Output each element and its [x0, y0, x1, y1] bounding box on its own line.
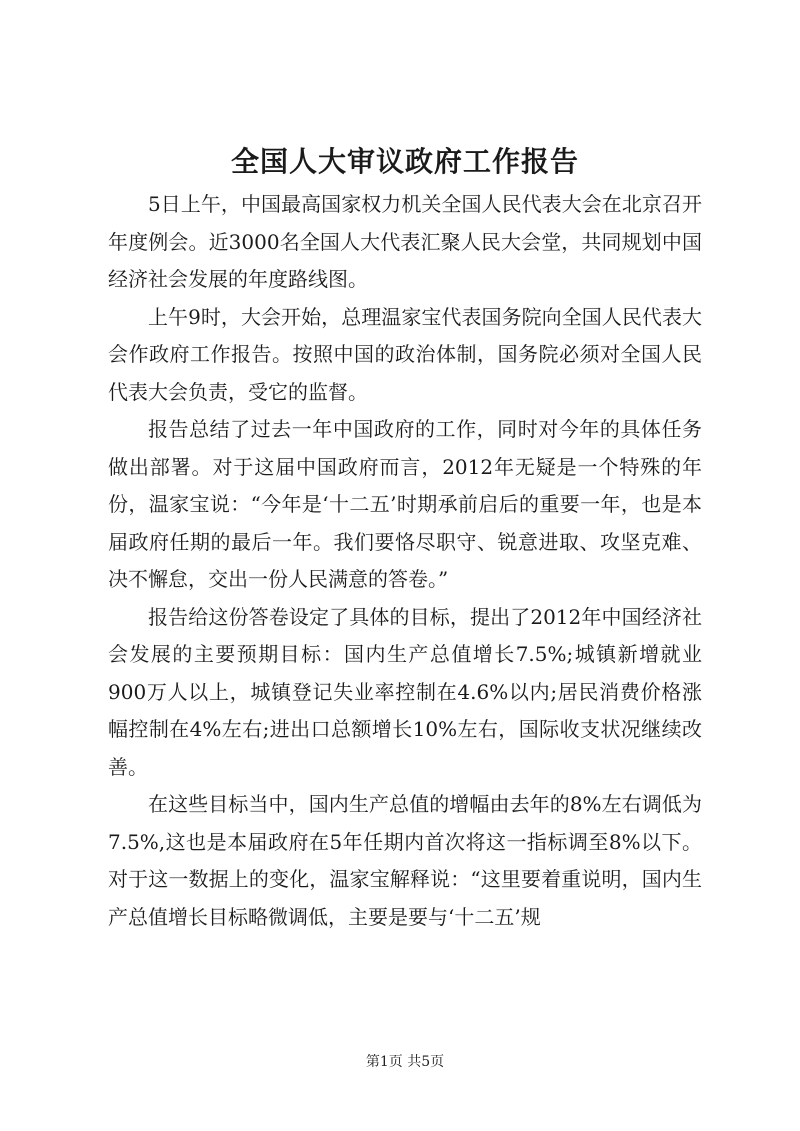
page-number-footer: 第1页 共5页	[365, 1054, 445, 1070]
paragraph-4: 报告给这份答卷设定了具体的目标，提出了2012年中国经济社会发展的主要预期目标：国内生产总值增长7.5%;城镇新增就业900万人以上，城镇登记失业率控制在4.6%以内;居民消费价格涨幅控制在4%左右;进出口总额增长10%左右，国际收支状况继续改善。	[108, 604, 702, 779]
paragraph-5: 在这些目标当中，国内生产总值的增幅由去年的8%左右调低为7.5%,这也是本届政府在5年任期内首次将这一指标调至8%以下。对于这一数据上的变化，温家宝解释说：“这里要着重说明，国内生产总值增长目标略微调低，主要是要与‘十二五’规	[108, 792, 702, 929]
paragraph-2: 上午9时，大会开始，总理温家宝代表国务院向全国人民代表大会作政府工作报告。按照中国的政治体制，国务院必须对全国人民代表大会负责，受它的监督。	[108, 304, 702, 404]
document-body	[108, 186, 702, 936]
paragraph-1: 5日上午，中国最高国家权力机关全国人民代表大会在北京召开年度例会。近3000名全国人大代表汇聚人民大会堂，共同规划中国经济社会发展的年度路线图。	[108, 192, 702, 291]
paragraph-3: 报告总结了过去一年中国政府的工作，同时对今年的具体任务做出部署。对于这届中国政府而言，2012年无疑是一个特殊的年份，温家宝说：“今年是‘十二五’时期承前启后的重要一年，也是本届政府任期的最后一年。我们要恪尽职守、锐意进取、攻坚克难、决不懈怠，交出一份人民满意的答卷。”	[108, 417, 702, 591]
document-page	[108, 0, 702, 1131]
document-title: 全国人大审议政府工作报告	[230, 145, 579, 178]
